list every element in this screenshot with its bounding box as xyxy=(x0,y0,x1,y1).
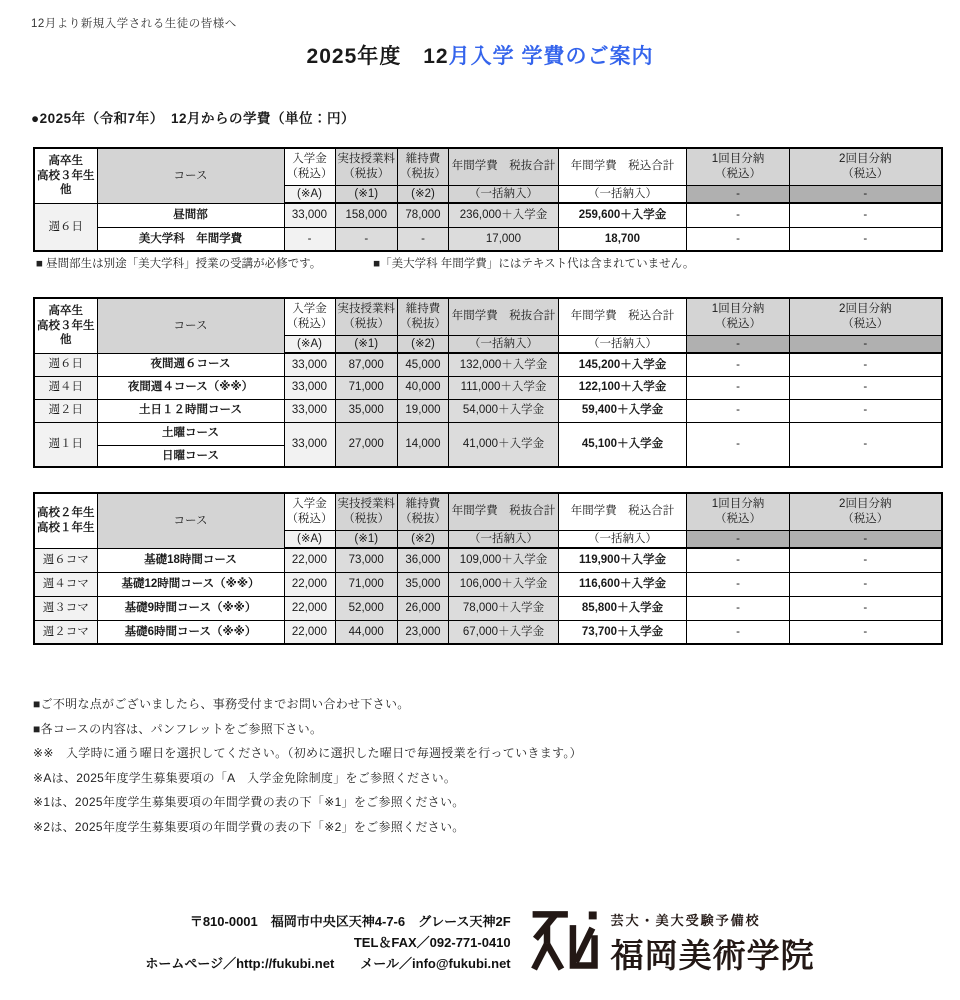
fee-cell: 109,000＋入学金 xyxy=(449,548,559,572)
fee-cell: - xyxy=(790,399,942,422)
table1-note-2: ■「美大学科 年間学費」にはテキスト代は含まれていません。 xyxy=(373,258,695,270)
fee-cell: 111,000＋入学金 xyxy=(449,376,559,399)
header-cell: - xyxy=(790,185,942,203)
note-line: ■各コースの内容は、パンフレットをご参照下さい。 xyxy=(33,721,323,736)
fee-cell: 26,000 xyxy=(398,596,449,620)
header-cell: 年間学費 税込合計 xyxy=(559,493,687,530)
fee-cell: - xyxy=(790,572,942,596)
fee-cell: 145,200＋入学金 xyxy=(559,353,687,376)
note-line: ※Aは、2025年度学生募集要項の「A 入学金免除制度」をご参照ください。 xyxy=(33,770,457,785)
fee-cell: 土曜コース xyxy=(97,422,284,445)
fee-cell: - xyxy=(335,227,398,251)
header-cell: (※2) xyxy=(398,185,449,203)
fee-cell: 36,000 xyxy=(398,548,449,572)
fee-cell: 27,000 xyxy=(335,422,398,467)
header-cell: 実技授業料 （税抜） xyxy=(335,148,398,185)
fee-cell: 67,000＋入学金 xyxy=(449,620,559,644)
fee-cell: 73,000 xyxy=(335,548,398,572)
note-line: ■ご不明な点がございましたら、事務受付までお問い合わせ下さい。 xyxy=(33,697,410,711)
top-note: 12月より新規入学される生徒の皆様へ xyxy=(31,18,237,30)
table-row xyxy=(34,620,942,644)
header-cell: 入学金 （税込） xyxy=(284,493,335,530)
header-cell: 2回目分納 （税込） xyxy=(790,148,942,185)
fee-cell: 22,000 xyxy=(284,596,335,620)
fee-cell: - xyxy=(790,422,942,467)
fee-cell: - xyxy=(687,203,790,227)
fee-cell: 夜間週４コース（※※） xyxy=(97,376,284,399)
fee-cell: 基礎6時間コース（※※） xyxy=(97,620,284,644)
fee-cell: - xyxy=(790,353,942,376)
fee-cell: 71,000 xyxy=(335,376,398,399)
table-row xyxy=(34,227,942,251)
fee-cell: 73,700＋入学金 xyxy=(559,620,687,644)
fee-cell: 119,900＋入学金 xyxy=(559,548,687,572)
fee-cell: 45,000 xyxy=(398,353,449,376)
fee-cell: - xyxy=(687,620,790,644)
header-cell: 高卒生 高校３年生 他 xyxy=(34,298,97,353)
header-cell: 維持費 （税抜） xyxy=(398,493,449,530)
header-cell: 入学金 （税込） xyxy=(284,148,335,185)
note-line: ※※ 入学時に通う曜日を選択してください。（初めに選択した曜日で毎週授業を行っていきます。） xyxy=(33,746,582,760)
fee-cell: - xyxy=(398,227,449,251)
table1-notes xyxy=(36,255,936,271)
table-row xyxy=(34,422,942,445)
page-title-blue: 月入学 学費のご案内 xyxy=(448,45,654,68)
notes-block xyxy=(33,695,933,842)
header-cell: 入学金 （税込） xyxy=(284,298,335,335)
footer-address: 〒810-0001 福岡市中央区天神4-7-6 グレース天神2F xyxy=(189,914,511,930)
fee-cell: - xyxy=(790,227,942,251)
header-cell: 維持費 （税抜） xyxy=(398,148,449,185)
fee-cell: 78,000＋入学金 xyxy=(449,596,559,620)
fee-cell: 35,000 xyxy=(335,399,398,422)
table-row xyxy=(34,548,942,572)
fee-cell: 週４コマ xyxy=(34,572,97,596)
fee-cell: - xyxy=(284,227,335,251)
fee-cell: 52,000 xyxy=(335,596,398,620)
header-cell: (※1) xyxy=(335,185,398,203)
footer-contact xyxy=(145,912,510,974)
fee-cell: 週６コマ xyxy=(34,548,97,572)
table-header-row xyxy=(34,493,942,530)
header-cell: 1回目分納 （税込） xyxy=(687,493,790,530)
fee-cell: 19,000 xyxy=(398,399,449,422)
fee-cell: 22,000 xyxy=(284,548,335,572)
table-row xyxy=(34,203,942,227)
fee-cell: 14,000 xyxy=(398,422,449,467)
header-cell: (※A) xyxy=(284,335,335,353)
fee-cell: 週１日 xyxy=(34,422,97,467)
fee-cell: 122,100＋入学金 xyxy=(559,376,687,399)
fee-cell: 78,000 xyxy=(398,203,449,227)
footer-telfax: TEL＆FAX／092-771-0410 xyxy=(353,935,511,951)
fee-cell: 18,700 xyxy=(559,227,687,251)
footer-web-mail: ホームページ／http://fukubi.net メール／info@fukubi.net xyxy=(145,955,511,971)
header-cell: 2回目分納 （税込） xyxy=(790,493,942,530)
header-cell: コース xyxy=(97,298,284,353)
page-title-black: 2025年度 12 xyxy=(306,45,449,68)
fee-cell: 116,600＋入学金 xyxy=(559,572,687,596)
header-cell: 年間学費 税抜合計 xyxy=(449,148,559,185)
header-cell: 実技授業料 （税抜） xyxy=(335,493,398,530)
fee-cell: 17,000 xyxy=(449,227,559,251)
fee-cell: 106,000＋入学金 xyxy=(449,572,559,596)
school-logo-mark-icon xyxy=(529,905,601,982)
fee-cell: 54,000＋入学金 xyxy=(449,399,559,422)
fee-cell: - xyxy=(790,620,942,644)
fee-cell: 基礎18時間コース xyxy=(97,548,284,572)
header-cell: 維持費 （税抜） xyxy=(398,298,449,335)
header-cell: - xyxy=(687,530,790,548)
fee-cell: 週６日 xyxy=(34,203,97,251)
fee-cell: 週６日 xyxy=(34,353,97,376)
fee-cell: 35,000 xyxy=(398,572,449,596)
fee-cell: - xyxy=(687,572,790,596)
table-row xyxy=(34,572,942,596)
fee-cell: 22,000 xyxy=(284,620,335,644)
fee-cell: 週４日 xyxy=(34,376,97,399)
fee-cell: 週２日 xyxy=(34,399,97,422)
note-line: ※1は、2025年度学生募集要項の年間学費の表の下「※1」をご参照ください。 xyxy=(33,795,465,809)
fee-cell: - xyxy=(687,596,790,620)
fee-cell: 40,000 xyxy=(398,376,449,399)
fee-cell: - xyxy=(687,227,790,251)
header-cell: 年間学費 税込合計 xyxy=(559,298,687,335)
fee-cell: 土日１２時間コース xyxy=(97,399,284,422)
fee-cell: 45,100＋入学金 xyxy=(559,422,687,467)
header-cell: （一括納入） xyxy=(559,335,687,353)
header-cell: 1回目分納 （税込） xyxy=(687,148,790,185)
fee-cell: 59,400＋入学金 xyxy=(559,399,687,422)
fee-table-kosotsu-evening xyxy=(33,297,943,468)
school-logo-text xyxy=(611,910,815,977)
header-cell: - xyxy=(687,335,790,353)
header-cell: - xyxy=(790,530,942,548)
header-cell: 2回目分納 （税込） xyxy=(790,298,942,335)
fee-cell: - xyxy=(687,399,790,422)
header-cell: (※A) xyxy=(284,185,335,203)
table-header-row xyxy=(34,298,942,335)
header-cell: (※A) xyxy=(284,530,335,548)
fee-cell: 33,000 xyxy=(284,422,335,467)
fee-cell: 23,000 xyxy=(398,620,449,644)
fee-cell: - xyxy=(687,548,790,572)
header-cell: （一括納入） xyxy=(449,530,559,548)
fee-table-kosotsu-daytime xyxy=(33,147,943,252)
fee-cell: 259,600＋入学金 xyxy=(559,203,687,227)
fee-cell: 週２コマ xyxy=(34,620,97,644)
logo-tagline: 芸大・美大受験予備校 xyxy=(610,913,761,928)
header-cell: 高卒生 高校３年生 他 xyxy=(34,148,97,203)
table-row xyxy=(34,376,942,399)
fee-cell: 158,000 xyxy=(335,203,398,227)
header-cell: - xyxy=(790,335,942,353)
page-title xyxy=(0,40,960,70)
header-cell: （一括納入） xyxy=(449,185,559,203)
fee-cell: 22,000 xyxy=(284,572,335,596)
school-logo xyxy=(529,905,815,982)
table-row xyxy=(34,596,942,620)
header-cell: 高校２年生 高校１年生 xyxy=(34,493,97,548)
header-cell: （一括納入） xyxy=(559,185,687,203)
header-cell: 年間学費 税抜合計 xyxy=(449,493,559,530)
header-cell: 1回目分納 （税込） xyxy=(687,298,790,335)
fee-cell: 日曜コース xyxy=(97,445,284,467)
header-cell: 年間学費 税抜合計 xyxy=(449,298,559,335)
fee-cell: 41,000＋入学金 xyxy=(449,422,559,467)
fee-cell: 236,000＋入学金 xyxy=(449,203,559,227)
header-cell: (※1) xyxy=(335,530,398,548)
fee-cell: 基礎9時間コース（※※） xyxy=(97,596,284,620)
header-cell: コース xyxy=(97,148,284,203)
fee-cell: - xyxy=(687,376,790,399)
fee-cell: 週３コマ xyxy=(34,596,97,620)
header-cell: (※1) xyxy=(335,335,398,353)
header-cell: - xyxy=(687,185,790,203)
note-line: ※2は、2025年度学生募集要項の年間学費の表の下「※2」をご参照ください。 xyxy=(33,819,465,834)
table1-note-1: ■ 昼間部生は別途「美大学科」授業の受講が必修です。 xyxy=(36,258,322,270)
header-cell: (※2) xyxy=(398,530,449,548)
fee-cell: 132,000＋入学金 xyxy=(449,353,559,376)
fee-cell: 33,000 xyxy=(284,353,335,376)
fee-cell: - xyxy=(790,376,942,399)
fee-cell: 33,000 xyxy=(284,376,335,399)
header-cell: (※2) xyxy=(398,335,449,353)
table-row xyxy=(34,353,942,376)
fee-cell: 33,000 xyxy=(284,203,335,227)
fee-cell: 夜間週６コース xyxy=(97,353,284,376)
table-row xyxy=(34,399,942,422)
fee-cell: 美大学科 年間学費 xyxy=(97,227,284,251)
header-cell: 実技授業料 （税抜） xyxy=(335,298,398,335)
fee-cell: - xyxy=(790,203,942,227)
header-cell: コース xyxy=(97,493,284,548)
table-header-row xyxy=(34,148,942,185)
fee-cell: 昼間部 xyxy=(97,203,284,227)
fee-table-highschool-basic xyxy=(33,492,943,645)
section-heading: ●2025年（令和7年） 12月からの学費（単位：円） xyxy=(31,111,355,126)
fee-cell: - xyxy=(687,353,790,376)
fee-cell: - xyxy=(790,548,942,572)
header-cell: 年間学費 税込合計 xyxy=(559,148,687,185)
fee-cell: 33,000 xyxy=(284,399,335,422)
fee-cell: - xyxy=(790,596,942,620)
fee-cell: 87,000 xyxy=(335,353,398,376)
fee-cell: 71,000 xyxy=(335,572,398,596)
header-cell: （一括納入） xyxy=(559,530,687,548)
fee-cell: 85,800＋入学金 xyxy=(559,596,687,620)
logo-school-name: 福岡美術学院 xyxy=(610,937,815,974)
fee-cell: 基礎12時間コース（※※） xyxy=(97,572,284,596)
header-cell: （一括納入） xyxy=(449,335,559,353)
fee-cell: 44,000 xyxy=(335,620,398,644)
footer xyxy=(0,905,960,982)
fee-cell: - xyxy=(687,422,790,467)
